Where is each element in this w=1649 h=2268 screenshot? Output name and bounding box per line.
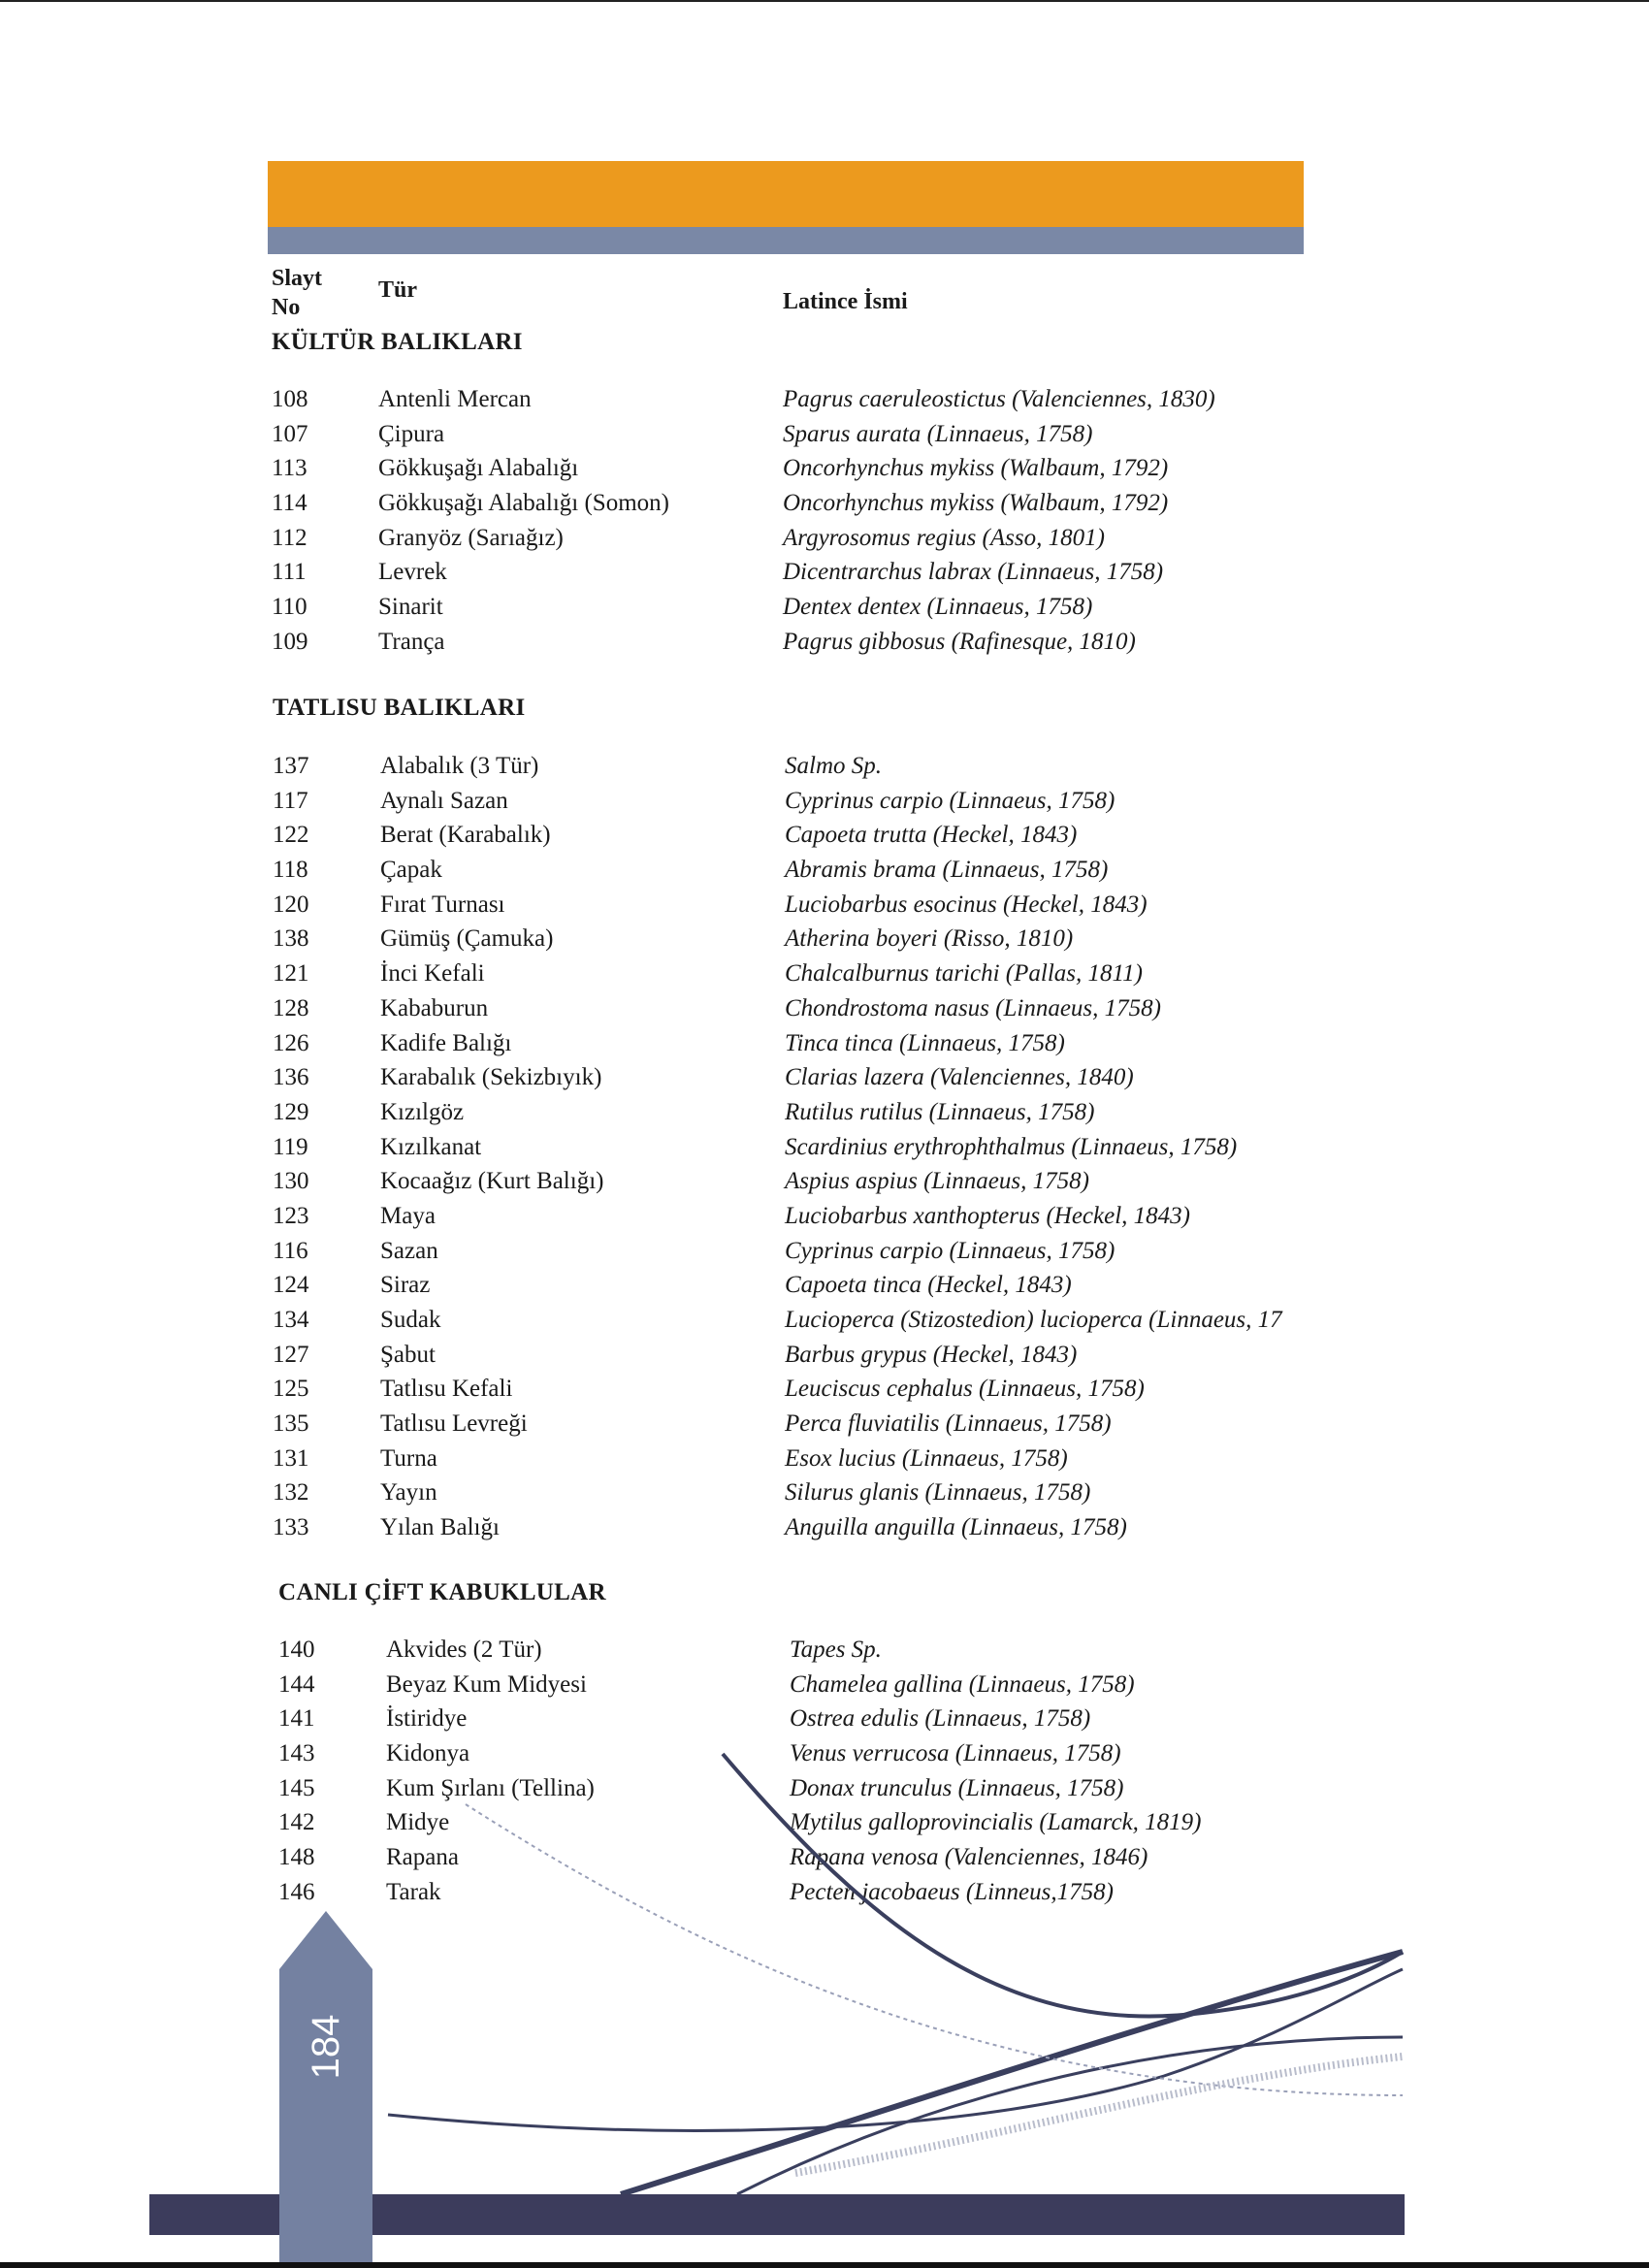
latin-name: Oncorhynchus mykiss (Walbaum, 1792) — [783, 455, 1169, 482]
slide-number: 125 — [273, 1376, 309, 1403]
species-name: Gökkuşağı Alabalığı — [378, 455, 579, 482]
slide-number: 136 — [273, 1064, 309, 1091]
latin-name: Capoeta trutta (Heckel, 1843) — [785, 822, 1078, 849]
latin-name: Pagrus gibbosus (Rafinesque, 1810) — [783, 628, 1136, 655]
species-name: Siraz — [380, 1272, 431, 1299]
species-name: Çapak — [380, 857, 442, 884]
slide-number: 116 — [273, 1237, 308, 1264]
latin-name: Silurus glanis (Linnaeus, 1758) — [785, 1479, 1091, 1507]
latin-name: Pecten jacobaeus (Linneus,1758) — [790, 1878, 1114, 1905]
latin-name: Perca fluviatilis (Linnaeus, 1758) — [785, 1410, 1112, 1438]
species-name: İnci Kefali — [380, 960, 485, 988]
slide-number: 135 — [273, 1410, 309, 1438]
slide-number: 132 — [273, 1479, 309, 1507]
species-name: Kababurun — [380, 994, 489, 1021]
species-name: Şabut — [380, 1341, 436, 1368]
slide-number: 123 — [273, 1202, 309, 1229]
species-name: Tarak — [386, 1878, 441, 1905]
slide-number: 127 — [273, 1341, 309, 1368]
slide-number: 108 — [272, 386, 308, 412]
no-label: No — [272, 295, 301, 320]
latin-name: Rutilus rutilus (Linnaeus, 1758) — [785, 1098, 1095, 1125]
slayt-label: Slayt — [272, 266, 323, 291]
species-name: Maya — [380, 1202, 436, 1229]
slide-number: 114 — [272, 490, 307, 517]
species-name: Kidonya — [386, 1740, 470, 1767]
latin-name: Argyrosomus regius (Asso, 1801) — [783, 524, 1105, 551]
slide-number: 122 — [273, 822, 309, 849]
latin-name: Barbus grypus (Heckel, 1843) — [785, 1341, 1078, 1368]
slide-number: 134 — [273, 1307, 309, 1333]
slide-number: 131 — [273, 1444, 309, 1472]
slide-number: 148 — [278, 1844, 315, 1871]
slide-number: 113 — [272, 455, 307, 482]
latin-name: Donax trunculus (Linnaeus, 1758) — [790, 1774, 1124, 1801]
latin-name: Clarias lazera (Valenciennes, 1840) — [785, 1064, 1134, 1091]
species-name: Sinarit — [378, 594, 443, 621]
species-name: Akvides (2 Tür) — [386, 1636, 542, 1663]
species-name: Karabalık (Sekizbıyık) — [380, 1064, 602, 1091]
slide-number: 137 — [273, 753, 309, 779]
slide-number: 117 — [273, 787, 308, 814]
latin-name: Capoeta tinca (Heckel, 1843) — [785, 1272, 1072, 1299]
species-name: Sazan — [380, 1237, 438, 1264]
species-name: İstiridye — [386, 1705, 468, 1733]
latin-name: Abramis brama (Linnaeus, 1758) — [785, 857, 1109, 884]
slide-number: 128 — [273, 994, 309, 1021]
species-name: Yılan Balığı — [380, 1514, 500, 1541]
latin-name: Atherina boyeri (Risso, 1810) — [785, 925, 1074, 953]
species-name: Sudak — [380, 1307, 441, 1333]
section-title-freshwater-fish: TATLISU BALIKLARI — [273, 695, 526, 721]
latin-name: Scardinius erythrophthalmus (Linnaeus, 1758) — [785, 1133, 1238, 1160]
slide-number: 145 — [278, 1774, 315, 1801]
species-name: Levrek — [378, 559, 447, 586]
slide-number: 140 — [278, 1636, 315, 1663]
slide-number: 120 — [273, 891, 309, 918]
slide-number: 141 — [278, 1705, 315, 1733]
species-name: Rapana — [386, 1844, 459, 1871]
species-name: Fırat Turnası — [380, 891, 505, 918]
species-name: Trança — [378, 628, 445, 655]
latin-name: Chalcalburnus tarichi (Pallas, 1811) — [785, 960, 1143, 988]
scan-bottom-edge — [0, 2262, 1649, 2268]
species-name: Midye — [386, 1809, 450, 1836]
slide-number: 107 — [272, 420, 308, 447]
column-header-species: Tür — [378, 277, 418, 303]
latin-name: Dentex dentex (Linnaeus, 1758) — [783, 594, 1093, 621]
latin-name: Rapana venosa (Valenciennes, 1846) — [790, 1844, 1148, 1871]
species-name: Berat (Karabalık) — [380, 822, 551, 849]
latin-name: Sparus aurata (Linnaeus, 1758) — [783, 420, 1093, 447]
latin-name: Luciobarbus xanthopterus (Heckel, 1843) — [785, 1202, 1190, 1229]
species-name: Tatlısu Levreği — [380, 1410, 528, 1438]
latin-name: Tapes Sp. — [790, 1636, 882, 1663]
latin-name: Pagrus caeruleostictus (Valenciennes, 1830) — [783, 386, 1215, 412]
latin-name: Tinca tinca (Linnaeus, 1758) — [785, 1029, 1065, 1056]
slide-number: 124 — [273, 1272, 309, 1299]
column-header-latin-name: Latince İsmi — [783, 289, 908, 314]
slide-number: 133 — [273, 1514, 309, 1541]
slide-number: 126 — [273, 1029, 309, 1056]
species-name: Turna — [380, 1444, 437, 1472]
slide-number: 130 — [273, 1168, 309, 1195]
slide-number: 129 — [273, 1098, 309, 1125]
slide-number: 142 — [278, 1809, 315, 1836]
latin-name: Anguilla anguilla (Linnaeus, 1758) — [785, 1514, 1127, 1541]
slide-number: 143 — [278, 1740, 315, 1767]
slide-number: 146 — [278, 1878, 315, 1905]
page-number: 184 — [304, 2014, 347, 2080]
latin-name: Leuciscus cephalus (Linnaeus, 1758) — [785, 1376, 1145, 1403]
species-name: Kızılkanat — [380, 1133, 482, 1160]
species-name: Gümüş (Çamuka) — [380, 925, 554, 953]
latin-name: Mytilus galloprovincialis (Lamarck, 1819) — [790, 1809, 1202, 1836]
slide-number: 118 — [273, 857, 308, 884]
slide-number: 110 — [272, 594, 307, 621]
latin-name: Luciobarbus esocinus (Heckel, 1843) — [785, 891, 1148, 918]
slide-number: 144 — [278, 1670, 315, 1698]
latin-name: Cyprinus carpio (Linnaeus, 1758) — [785, 787, 1116, 814]
species-name: Kum Şırlanı (Tellina) — [386, 1774, 595, 1801]
latin-name: Chamelea gallina (Linnaeus, 1758) — [790, 1670, 1135, 1698]
latin-name: Oncorhynchus mykiss (Walbaum, 1792) — [783, 490, 1169, 517]
species-name: Aynalı Sazan — [380, 787, 508, 814]
species-name: Gökkuşağı Alabalığı (Somon) — [378, 490, 669, 517]
species-name: Tatlısu Kefali — [380, 1376, 513, 1403]
latin-name: Ostrea edulis (Linnaeus, 1758) — [790, 1705, 1091, 1733]
section-title-culture-fish: KÜLTÜR BALIKLARI — [272, 329, 523, 355]
slide-number: 109 — [272, 628, 308, 655]
latin-name: Venus verrucosa (Linnaeus, 1758) — [790, 1740, 1121, 1767]
species-name: Alabalık (3 Tür) — [380, 753, 539, 779]
species-name: Çipura — [378, 420, 445, 447]
slide-number: 112 — [272, 524, 307, 551]
slide-number: 111 — [272, 559, 307, 586]
species-name: Kızılgöz — [380, 1098, 465, 1125]
latin-name: Cyprinus carpio (Linnaeus, 1758) — [785, 1237, 1116, 1264]
slide-number: 121 — [273, 960, 309, 988]
latin-name: Dicentrarchus labrax (Linnaeus, 1758) — [783, 559, 1164, 586]
latin-name: Salmo Sp. — [785, 753, 882, 779]
latin-name: Aspius aspius (Linnaeus, 1758) — [785, 1168, 1089, 1195]
species-name: Kocaağız (Kurt Balığı) — [380, 1168, 604, 1195]
slide-number: 138 — [273, 925, 309, 953]
slide-number: 119 — [273, 1133, 308, 1160]
section-title-live-bivalves: CANLI ÇİFT KABUKLULAR — [278, 1579, 606, 1605]
species-name: Yayın — [380, 1479, 437, 1507]
latin-name: Lucioperca (Stizostedion) lucioperca (Linnaeus, 17 — [785, 1307, 1282, 1333]
latin-name: Chondrostoma nasus (Linnaeus, 1758) — [785, 994, 1161, 1021]
species-name: Kadife Balığı — [380, 1029, 512, 1056]
species-name: Antenli Mercan — [378, 386, 532, 412]
latin-name: Esox lucius (Linnaeus, 1758) — [785, 1444, 1068, 1472]
species-name: Granyöz (Sarıağız) — [378, 524, 564, 551]
species-name: Beyaz Kum Midyesi — [386, 1670, 587, 1698]
